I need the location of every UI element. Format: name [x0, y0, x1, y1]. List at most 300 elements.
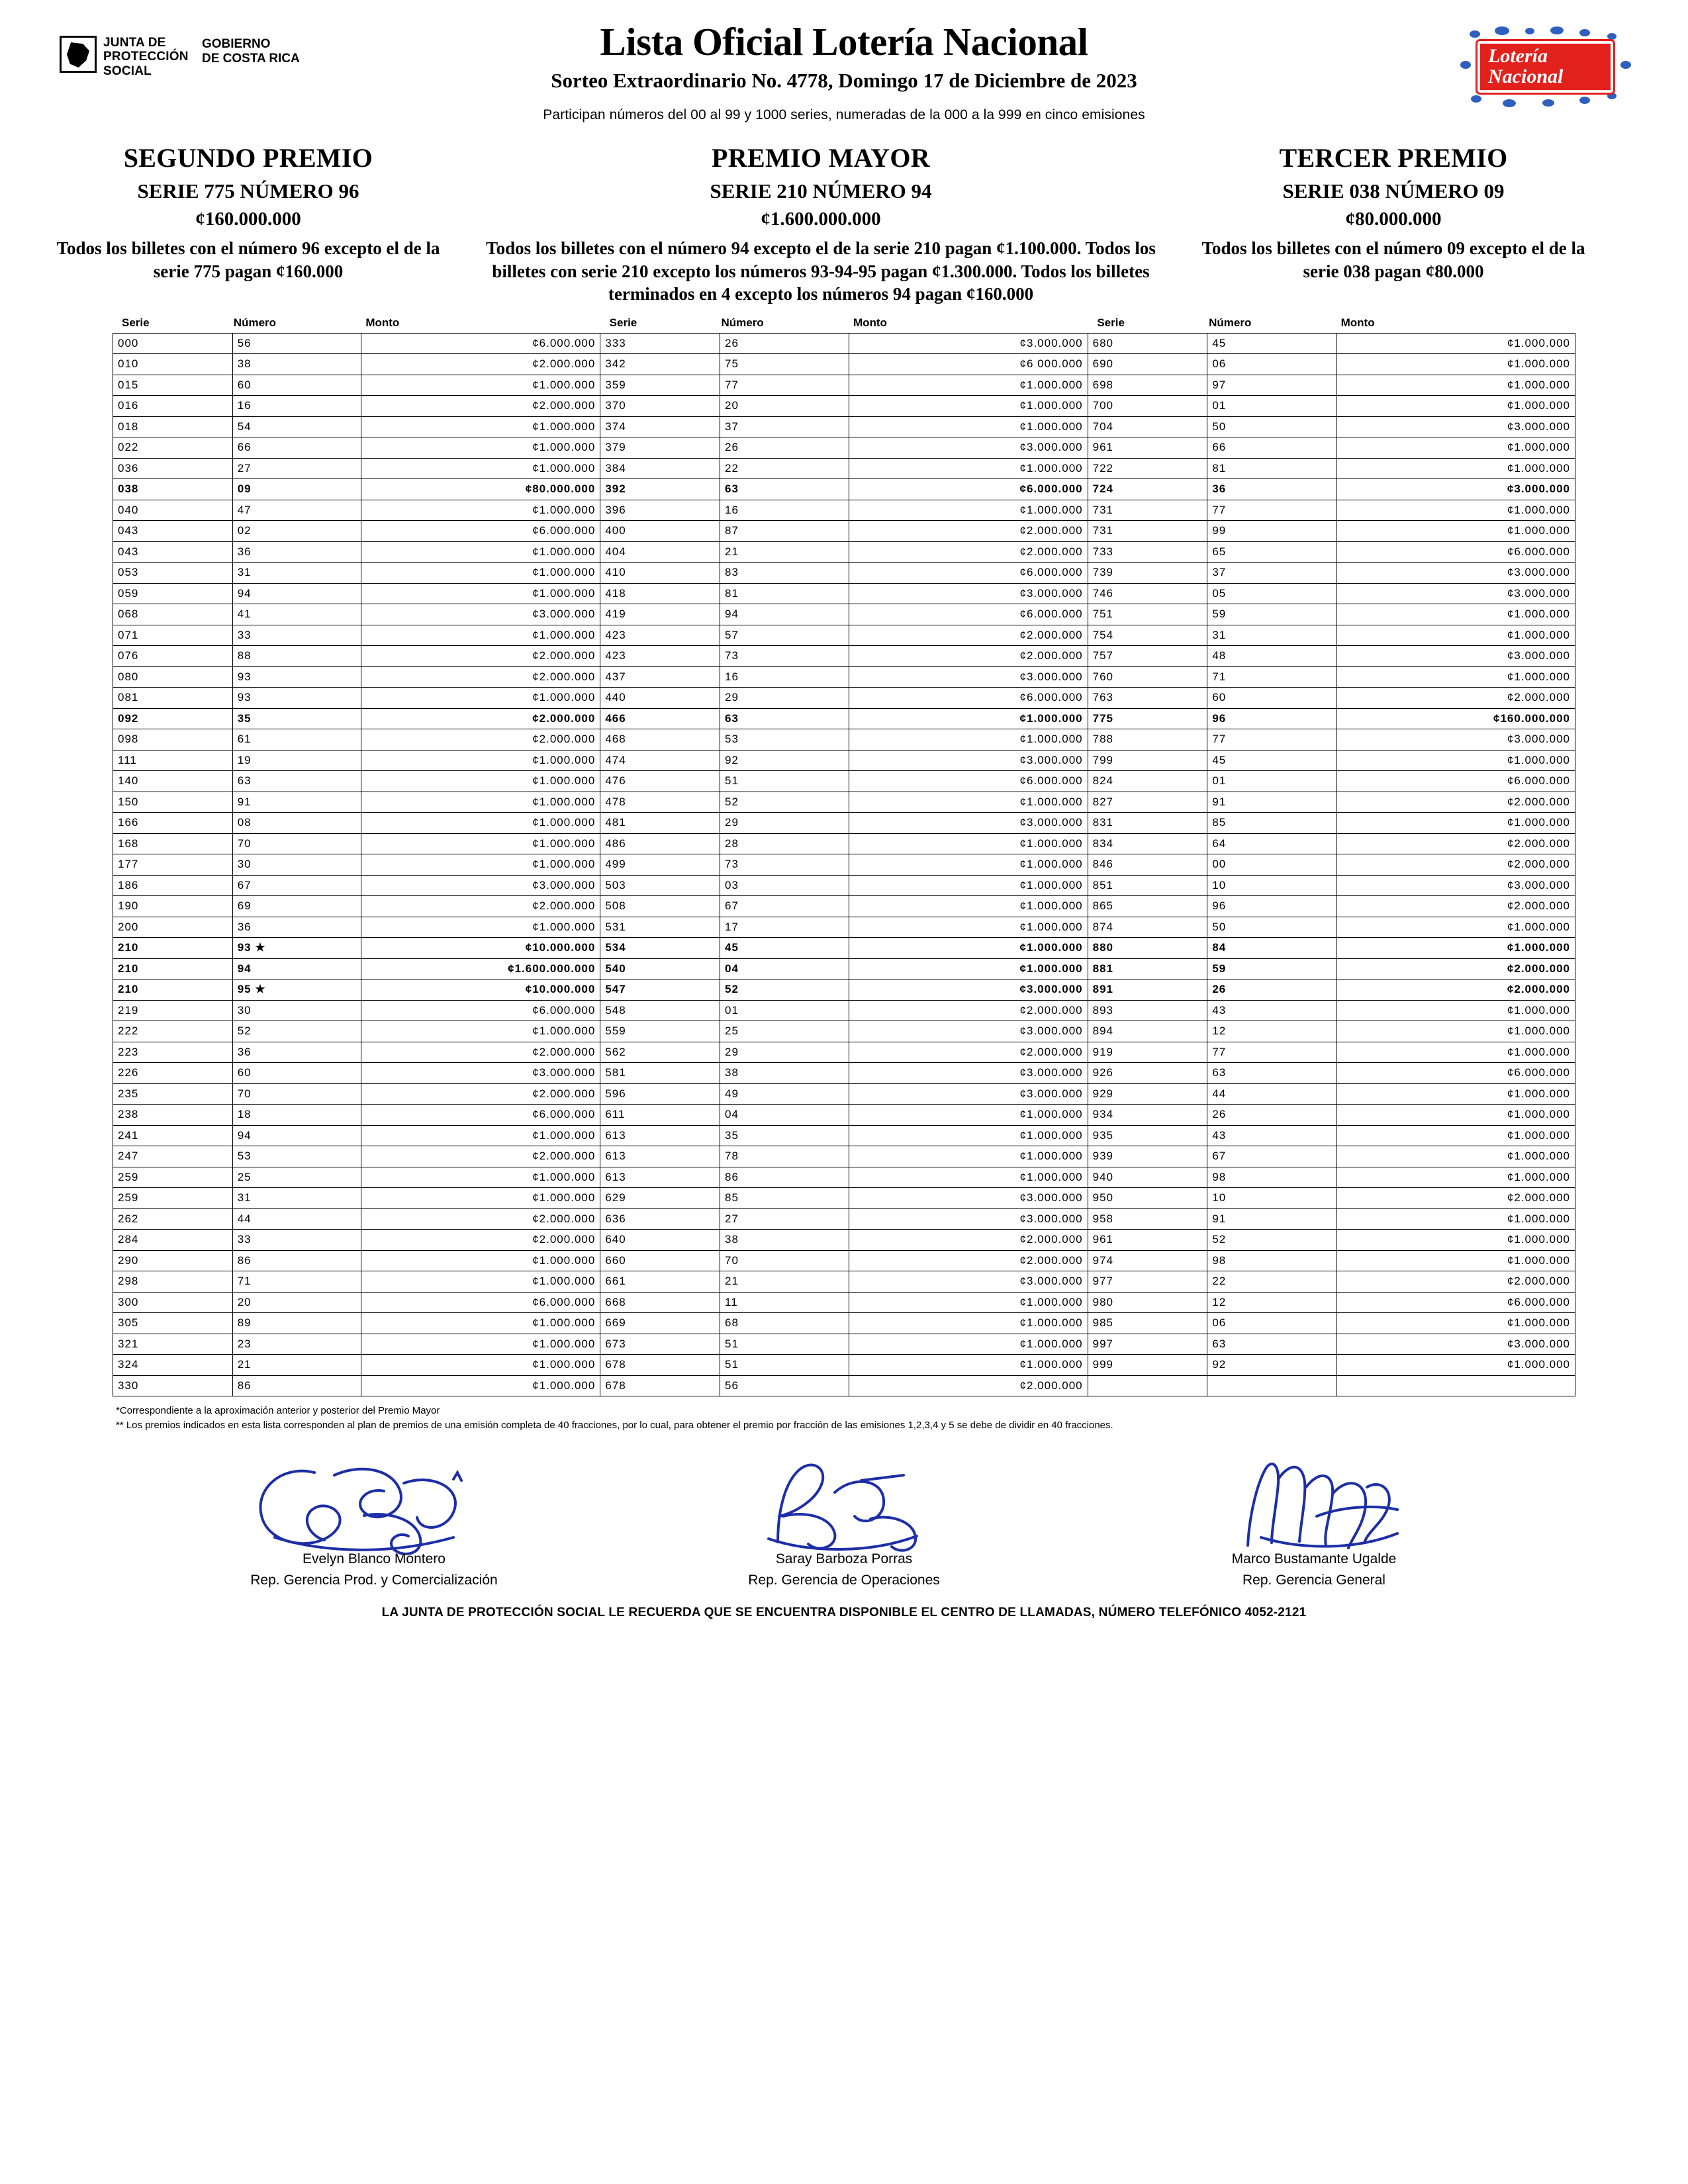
cell-numero: 56 — [232, 333, 361, 354]
table-row — [113, 938, 1575, 959]
page-title: Lista Oficial Lotería Nacional — [600, 20, 1088, 64]
cell-serie: 080 — [113, 666, 233, 688]
cell-serie: 186 — [113, 875, 233, 896]
cell-numero: 63 — [1207, 1334, 1336, 1355]
table-row — [113, 1083, 1575, 1105]
cell-numero: 52 — [232, 1021, 361, 1042]
cell-monto: ¢6 000.000 — [849, 354, 1088, 375]
cell-numero: 93 — [232, 666, 361, 688]
cell-numero: 30 — [232, 1000, 361, 1021]
cell-serie: 531 — [600, 917, 720, 938]
cell-numero: 66 — [232, 437, 361, 459]
cell-numero: 64 — [1207, 833, 1336, 854]
cell-numero: 25 — [720, 1021, 849, 1042]
table-row — [113, 729, 1575, 751]
signature-block-1 — [169, 1459, 579, 1602]
draw-subtitle: Sorteo Extraordinario No. 4778, Domingo 17 de Diciembre de 2023 — [551, 68, 1137, 92]
cell-numero: 99 — [1207, 521, 1336, 542]
cell-serie: 284 — [113, 1230, 233, 1251]
cell-numero: 49 — [720, 1083, 849, 1105]
cell-numero: 94 — [232, 1125, 361, 1146]
gob-line-1: GOBIERNO — [202, 37, 271, 51]
cell-monto: ¢3.000.000 — [1336, 875, 1575, 896]
table-row — [113, 958, 1575, 979]
cell-monto: ¢2.000.000 — [361, 396, 600, 417]
footnote-2: ** Los premios indicados en esta lista corresponden al plan de premios de una emisión completa de 40 fracciones, por lo cual, para obtener el premio por fracción de las emisiones 1,2,3,4 y 5 se debe de dividir en 40 fracciones. — [116, 1420, 1113, 1432]
cell-monto: ¢1.000.000 — [361, 917, 600, 938]
cell-numero: 21 — [720, 1271, 849, 1293]
cell-monto: ¢2.000.000 — [849, 625, 1088, 646]
cell-numero: 73 — [720, 646, 849, 667]
table-row — [113, 792, 1575, 813]
cell-serie: 763 — [1088, 688, 1207, 709]
cell-numero: 94 — [232, 958, 361, 979]
cell-serie: 891 — [1088, 979, 1207, 1001]
cell-serie: 486 — [600, 833, 720, 854]
cell-serie: 961 — [1088, 437, 1207, 459]
cell-numero: 35 — [720, 1125, 849, 1146]
cell-monto: ¢2.000.000 — [361, 729, 600, 751]
cell-numero: 41 — [232, 604, 361, 625]
cell-monto: ¢1.000.000 — [1336, 1146, 1575, 1167]
footnote-1: *Correspondiente a la aproximación anterior y posterior del Premio Mayor — [116, 1405, 440, 1417]
header-serie-3: Serie — [1097, 316, 1125, 329]
cell-numero: 71 — [1207, 666, 1336, 688]
cell-numero: 22 — [720, 458, 849, 479]
cell-monto: ¢6.000.000 — [1336, 1063, 1575, 1084]
cell-serie: 168 — [113, 833, 233, 854]
cell-monto: ¢3.000.000 — [849, 333, 1088, 354]
cell-monto: ¢1.000.000 — [361, 500, 600, 521]
cell-monto: ¢3.000.000 — [849, 1271, 1088, 1293]
cell-monto: ¢1.000.000 — [849, 917, 1088, 938]
cell-monto: ¢2.000.000 — [361, 1042, 600, 1063]
table-row — [113, 375, 1575, 396]
cell-monto: ¢2.000.000 — [849, 541, 1088, 563]
cell-monto: ¢6.000.000 — [361, 1000, 600, 1021]
cell-numero: 67 — [232, 875, 361, 896]
cell-serie: 015 — [113, 375, 233, 396]
table-row — [113, 1250, 1575, 1271]
cell-numero: 04 — [720, 958, 849, 979]
cell-numero: 50 — [1207, 416, 1336, 437]
cell-monto: ¢3.000.000 — [849, 1083, 1088, 1105]
cell-monto: ¢1.000.000 — [1336, 938, 1575, 959]
cell-monto: ¢1.000.000 — [849, 1355, 1088, 1376]
cell-serie: 754 — [1088, 625, 1207, 646]
cell-monto: ¢2.000.000 — [849, 521, 1088, 542]
cell-monto: ¢3.000.000 — [1336, 1334, 1575, 1355]
cell-monto: ¢1.000.000 — [1336, 1167, 1575, 1188]
cell-serie: 068 — [113, 604, 233, 625]
cell-monto: ¢1.000.000 — [849, 1292, 1088, 1313]
cell-numero: 26 — [1207, 1105, 1336, 1126]
cell-monto: ¢1.000.000 — [1336, 1125, 1575, 1146]
cell-serie: 342 — [600, 354, 720, 375]
cell-serie: 548 — [600, 1000, 720, 1021]
cell-numero: 01 — [1207, 771, 1336, 792]
table-row — [113, 833, 1575, 854]
cell-monto: ¢3.000.000 — [849, 583, 1088, 604]
cell-monto: ¢1.000.000 — [361, 833, 600, 854]
cell-monto: ¢6.000.000 — [1336, 541, 1575, 563]
cell-monto: ¢1.000.000 — [361, 1188, 600, 1209]
cell-monto: ¢1.000.000 — [849, 833, 1088, 854]
cell-monto: ¢1.000.000 — [849, 896, 1088, 917]
table-row — [113, 396, 1575, 417]
cell-monto: ¢2.000.000 — [849, 1042, 1088, 1063]
cell-serie: 241 — [113, 1125, 233, 1146]
cell-serie: 259 — [113, 1167, 233, 1188]
cell-monto: ¢1.000.000 — [361, 1355, 600, 1376]
cell-monto: ¢1.000.000 — [1336, 354, 1575, 375]
cell-monto: ¢1.000.000 — [361, 1167, 600, 1188]
table-row — [113, 563, 1575, 584]
cell-numero: 10 — [1207, 1188, 1336, 1209]
cell-serie: 846 — [1088, 854, 1207, 876]
jps-line-2: PROTECCIÓN — [103, 50, 189, 64]
cell-monto: ¢1.000.000 — [361, 416, 600, 437]
footer-notice: LA JUNTA DE PROTECCIÓN SOCIAL LE RECUERDA QUE SE ENCUENTRA DISPONIBLE EL CENTRO DE LLAMADAS, NÚMERO TELEFÓNICO 4052-2121 — [381, 1605, 1307, 1619]
table-row — [113, 1021, 1575, 1042]
prize-third-description: Todos los billetes con el número 09 excepto el de la serie 038 pagan ¢80.000 — [1201, 238, 1585, 281]
cell-serie: 210 — [113, 958, 233, 979]
cell-serie: 673 — [600, 1334, 720, 1355]
cell-serie: 669 — [600, 1313, 720, 1334]
cell-monto: ¢1.000.000 — [361, 375, 600, 396]
cell-serie: 423 — [600, 625, 720, 646]
cell-monto: ¢2.000.000 — [849, 1375, 1088, 1396]
cell-monto: ¢1.000.000 — [1336, 1000, 1575, 1021]
cell-monto: ¢1.000.000 — [361, 1021, 600, 1042]
cell-numero: 98 — [1207, 1250, 1336, 1271]
signature-name-2: Saray Barboza Porras — [775, 1551, 913, 1567]
cell-monto: ¢1.000.000 — [361, 813, 600, 834]
cell-serie: 919 — [1088, 1042, 1207, 1063]
signature-block-2 — [639, 1459, 1049, 1602]
cell-monto: ¢1.000.000 — [1336, 1042, 1575, 1063]
cell-monto: ¢2.000.000 — [361, 1083, 600, 1105]
cell-serie: 731 — [1088, 521, 1207, 542]
cell-serie: 834 — [1088, 833, 1207, 854]
cell-numero: 23 — [232, 1334, 361, 1355]
cell-monto: ¢6.000.000 — [849, 771, 1088, 792]
table-row — [113, 1355, 1575, 1376]
cell-monto: ¢3.000.000 — [361, 1063, 600, 1084]
table-row — [113, 646, 1575, 667]
cell-serie: 935 — [1088, 1125, 1207, 1146]
cell-serie: 333 — [600, 333, 720, 354]
table-row — [113, 771, 1575, 792]
cell-numero: 03 — [720, 875, 849, 896]
cell-serie: 958 — [1088, 1208, 1207, 1230]
cell-monto: ¢1.000.000 — [1336, 1230, 1575, 1251]
cell-monto: ¢1.000.000 — [361, 458, 600, 479]
cell-numero: 71 — [232, 1271, 361, 1293]
cell-serie: 419 — [600, 604, 720, 625]
table-row — [113, 1125, 1575, 1146]
cell-serie: 760 — [1088, 666, 1207, 688]
cell-numero: 92 — [1207, 1355, 1336, 1376]
cell-serie: 076 — [113, 646, 233, 667]
signature-role-2: Rep. Gerencia de Operaciones — [748, 1572, 940, 1588]
jps-line-3: SOCIAL — [103, 64, 152, 78]
cell-numero: 69 — [232, 896, 361, 917]
cell-numero: 20 — [720, 396, 849, 417]
table-column-headers — [113, 316, 1575, 333]
cell-numero: 26 — [720, 437, 849, 459]
cell-serie: 678 — [600, 1355, 720, 1376]
cell-numero: 06 — [1207, 1313, 1336, 1334]
cell-numero: 63 — [720, 479, 849, 500]
cell-serie: 423 — [600, 646, 720, 667]
cell-serie: 043 — [113, 521, 233, 542]
cell-serie: 668 — [600, 1292, 720, 1313]
cell-monto: ¢1.000.000 — [849, 938, 1088, 959]
cell-monto: ¢1.000.000 — [1336, 604, 1575, 625]
cell-numero: 36 — [232, 541, 361, 563]
cell-monto: ¢3.000.000 — [361, 875, 600, 896]
cell-serie: 222 — [113, 1021, 233, 1042]
cell-serie: 226 — [113, 1063, 233, 1084]
cell-serie: 474 — [600, 750, 720, 771]
table-row — [113, 896, 1575, 917]
cell-numero: 86 — [232, 1250, 361, 1271]
cell-serie: 018 — [113, 416, 233, 437]
table-row — [113, 688, 1575, 709]
cell-numero: 53 — [232, 1146, 361, 1167]
cell-serie: 440 — [600, 688, 720, 709]
cell-numero: 45 — [1207, 333, 1336, 354]
cell-monto — [1336, 1375, 1575, 1396]
cell-monto: ¢2.000.000 — [849, 1000, 1088, 1021]
cell-serie: 384 — [600, 458, 720, 479]
loteria-nacional-logo — [1456, 26, 1635, 106]
cell-serie: 166 — [113, 813, 233, 834]
cell-serie: 596 — [600, 1083, 720, 1105]
cell-numero: 29 — [720, 688, 849, 709]
cell-serie: 700 — [1088, 396, 1207, 417]
cell-monto: ¢1.000.000 — [849, 1313, 1088, 1334]
table-row — [113, 500, 1575, 521]
cell-numero: 43 — [1207, 1000, 1336, 1021]
cell-serie: 210 — [113, 979, 233, 1001]
cell-serie: 370 — [600, 396, 720, 417]
cell-numero: 85 — [720, 1188, 849, 1209]
cell-monto: ¢6.000.000 — [361, 1292, 600, 1313]
jps-emblem-icon — [60, 36, 97, 73]
cell-monto: ¢2.000.000 — [1336, 1188, 1575, 1209]
cell-serie: 476 — [600, 771, 720, 792]
table-row — [113, 416, 1575, 437]
cell-serie: 547 — [600, 979, 720, 1001]
cell-numero: 51 — [720, 1334, 849, 1355]
cell-serie: 321 — [113, 1334, 233, 1355]
footnotes — [46, 1404, 1642, 1433]
cell-monto: ¢1.000.000 — [1336, 333, 1575, 354]
cell-numero: 43 — [1207, 1125, 1336, 1146]
cell-monto: ¢1.000.000 — [849, 729, 1088, 751]
cell-monto: ¢6.000.000 — [361, 1105, 600, 1126]
cell-serie: 092 — [113, 708, 233, 729]
cell-numero: 57 — [720, 625, 849, 646]
cell-serie: 788 — [1088, 729, 1207, 751]
cell-monto: ¢1.000.000 — [361, 437, 600, 459]
cell-monto: ¢6.000.000 — [849, 604, 1088, 625]
cell-serie: 437 — [600, 666, 720, 688]
cell-numero: 70 — [232, 1083, 361, 1105]
cell-serie: 961 — [1088, 1230, 1207, 1251]
cell-numero: 04 — [720, 1105, 849, 1126]
cell-monto: ¢3.000.000 — [849, 1021, 1088, 1042]
cell-monto: ¢1.000.000 — [361, 1334, 600, 1355]
cell-numero: 93 ★ — [232, 938, 361, 959]
cell-monto: ¢1.000.000 — [1336, 625, 1575, 646]
header-numero-2: Número — [721, 316, 764, 329]
cell-numero: 52 — [1207, 1230, 1336, 1251]
cell-monto: ¢1.000.000 — [849, 1146, 1088, 1167]
cell-serie: 934 — [1088, 1105, 1207, 1126]
cell-numero: 67 — [720, 896, 849, 917]
table-row — [113, 604, 1575, 625]
cell-numero: 91 — [232, 792, 361, 813]
cell-numero: 10 — [1207, 875, 1336, 896]
cell-numero: 63 — [720, 708, 849, 729]
cell-numero: 54 — [232, 416, 361, 437]
cell-serie: 757 — [1088, 646, 1207, 667]
cell-monto: ¢2.000.000 — [361, 896, 600, 917]
cell-serie: 680 — [1088, 333, 1207, 354]
cell-serie: 636 — [600, 1208, 720, 1230]
cell-numero: 44 — [232, 1208, 361, 1230]
cell-numero: 26 — [1207, 979, 1336, 1001]
table-row — [113, 666, 1575, 688]
cell-serie: 150 — [113, 792, 233, 813]
cell-monto: ¢1.000.000 — [361, 792, 600, 813]
cell-monto: ¢3.000.000 — [849, 1188, 1088, 1209]
cell-monto: ¢6.000.000 — [849, 479, 1088, 500]
signature-role-1: Rep. Gerencia Prod. y Comercialización — [250, 1572, 498, 1588]
table-row — [113, 813, 1575, 834]
cell-monto: ¢1.000.000 — [849, 708, 1088, 729]
cell-numero: 33 — [232, 1230, 361, 1251]
cell-numero: 29 — [720, 813, 849, 834]
cell-numero: 83 — [720, 563, 849, 584]
cell-serie: 038 — [113, 479, 233, 500]
cell-monto: ¢1.000.000 — [1336, 1021, 1575, 1042]
cell-serie: 660 — [600, 1250, 720, 1271]
cell-numero: 47 — [232, 500, 361, 521]
table-row — [113, 541, 1575, 563]
cell-monto: ¢2.000.000 — [361, 646, 600, 667]
cell-numero: 11 — [720, 1292, 849, 1313]
cell-serie: 722 — [1088, 458, 1207, 479]
cell-serie: 534 — [600, 938, 720, 959]
cell-numero: 38 — [232, 354, 361, 375]
cell-serie: 247 — [113, 1146, 233, 1167]
cell-monto: ¢1.000.000 — [1336, 375, 1575, 396]
cell-serie: 016 — [113, 396, 233, 417]
cell-serie: 396 — [600, 500, 720, 521]
cell-monto: ¢2.000.000 — [1336, 688, 1575, 709]
cell-numero: 84 — [1207, 938, 1336, 959]
cell-numero: 95 ★ — [232, 979, 361, 1001]
cell-numero: 60 — [232, 375, 361, 396]
cell-numero: 48 — [1207, 646, 1336, 667]
cell-numero: 38 — [720, 1230, 849, 1251]
cell-numero: 66 — [1207, 437, 1336, 459]
cell-serie: 851 — [1088, 875, 1207, 896]
cell-serie: 950 — [1088, 1188, 1207, 1209]
cell-numero: 75 — [720, 354, 849, 375]
cell-serie: 210 — [113, 938, 233, 959]
cell-numero: 36 — [1207, 479, 1336, 500]
cell-numero: 21 — [720, 541, 849, 563]
prize-major-amount: ¢1.600.000.000 — [761, 208, 881, 230]
cell-monto: ¢3.000.000 — [1336, 646, 1575, 667]
cell-monto: ¢3.000.000 — [1336, 583, 1575, 604]
cell-serie: 190 — [113, 896, 233, 917]
signature-block-3 — [1109, 1459, 1519, 1602]
cell-monto: ¢1.000.000 — [849, 1334, 1088, 1355]
cell-serie: 466 — [600, 708, 720, 729]
cell-numero: 92 — [720, 750, 849, 771]
cell-serie: 977 — [1088, 1271, 1207, 1293]
cell-serie: 330 — [113, 1375, 233, 1396]
cell-numero: 33 — [232, 625, 361, 646]
cell-serie: 000 — [113, 333, 233, 354]
cell-monto: ¢1.000.000 — [849, 958, 1088, 979]
cell-numero: 59 — [1207, 958, 1336, 979]
cell-serie: 468 — [600, 729, 720, 751]
cell-numero: 00 — [1207, 854, 1336, 876]
cell-serie: 235 — [113, 1083, 233, 1105]
cell-serie: 880 — [1088, 938, 1207, 959]
cell-serie: 611 — [600, 1105, 720, 1126]
cell-numero: 01 — [1207, 396, 1336, 417]
cell-serie: 690 — [1088, 354, 1207, 375]
cell-serie: 581 — [600, 1063, 720, 1084]
cell-monto: ¢1.000.000 — [361, 750, 600, 771]
cell-monto: ¢3.000.000 — [849, 813, 1088, 834]
cell-serie: 200 — [113, 917, 233, 938]
cell-numero: 67 — [1207, 1146, 1336, 1167]
cell-monto: ¢2.000.000 — [1336, 958, 1575, 979]
cell-numero: 87 — [720, 521, 849, 542]
cell-numero: 59 — [1207, 604, 1336, 625]
cell-monto: ¢2.000.000 — [1336, 1271, 1575, 1293]
cell-numero: 85 — [1207, 813, 1336, 834]
cell-serie: 940 — [1088, 1167, 1207, 1188]
signature-name-3: Marco Bustamante Ugalde — [1231, 1551, 1397, 1567]
prize-third — [1192, 142, 1595, 283]
cell-serie: 324 — [113, 1355, 233, 1376]
cell-serie: 698 — [1088, 375, 1207, 396]
cell-numero: 52 — [720, 979, 849, 1001]
cell-monto: ¢10.000.000 — [361, 938, 600, 959]
cell-monto: ¢1.000.000 — [849, 792, 1088, 813]
cell-numero: 52 — [720, 792, 849, 813]
cell-numero: 96 — [1207, 708, 1336, 729]
cell-monto: ¢1.000.000 — [1336, 1208, 1575, 1230]
cell-numero: 70 — [720, 1250, 849, 1271]
cell-monto: ¢2.000.000 — [1336, 792, 1575, 813]
cell-numero: 93 — [232, 688, 361, 709]
cell-monto: ¢1.000.000 — [361, 854, 600, 876]
table-row — [113, 458, 1575, 479]
cell-numero: 45 — [720, 938, 849, 959]
brand-line-2: Nacional — [1488, 66, 1564, 87]
